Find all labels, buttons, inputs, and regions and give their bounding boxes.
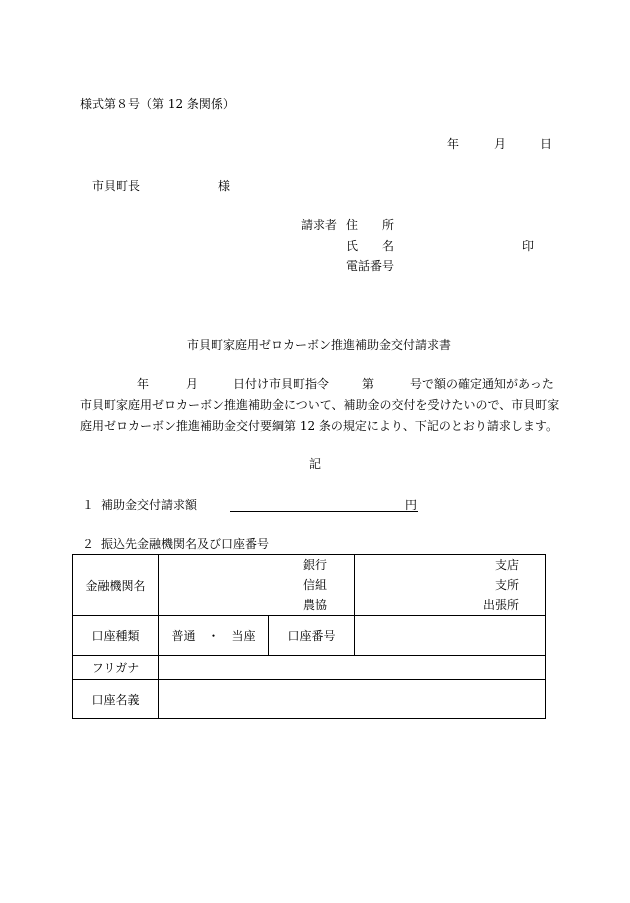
branch-type-shisho: 支所 xyxy=(495,578,520,592)
bank-account-table xyxy=(72,554,545,717)
requester-role: 請求者 xyxy=(301,218,338,232)
date-day-label: 日 xyxy=(540,137,553,151)
account-number-label: 口座番号 xyxy=(269,616,355,656)
body-dai: 第 xyxy=(362,377,375,391)
form-number: 様式第８号（第 12 条関係） xyxy=(80,97,235,111)
amount-unit: 円 xyxy=(405,498,418,512)
bank-type-bank: 銀行 xyxy=(303,558,328,572)
branch-type-shuchojo: 出張所 xyxy=(483,598,520,612)
body-year: 年 xyxy=(137,377,150,391)
date-year-label: 年 xyxy=(447,137,460,151)
holder-field[interactable] xyxy=(159,680,546,719)
account-type-row xyxy=(73,616,546,656)
institution-name-cell[interactable] xyxy=(159,555,355,616)
item2-number: ２ xyxy=(82,537,95,551)
body-dated: 日付け市貝町指令 xyxy=(233,377,330,391)
furigana-row xyxy=(73,656,546,680)
name-label: 氏 名 xyxy=(346,239,395,253)
phone-label: 電話番号 xyxy=(346,259,395,273)
branch-name-cell[interactable] xyxy=(355,555,546,616)
account-number-field[interactable] xyxy=(355,616,546,656)
item1-label: 補助金交付請求額 xyxy=(101,498,198,512)
holder-row xyxy=(73,680,546,719)
seal-label: 印 xyxy=(522,239,535,253)
item2-label: 振込先金融機関名及び口座番号 xyxy=(101,537,270,551)
item1-number: １ xyxy=(82,498,95,512)
body-line2: 市貝町家庭用ゼロカーボン推進補助金について、補助金の交付を受けたいので、市貝町家 xyxy=(80,398,560,412)
furigana-label: フリガナ xyxy=(73,656,159,680)
branch-type-shiten: 支店 xyxy=(495,558,520,572)
bank-type-nokyo: 農協 xyxy=(303,598,328,612)
address-label: 住 所 xyxy=(346,218,395,232)
institution-label: 金融機関名 xyxy=(73,555,159,616)
account-type-options[interactable]: 普通 ・ 当座 xyxy=(159,616,269,656)
account-type-label: 口座種類 xyxy=(73,616,159,656)
addressee-honorific: 様 xyxy=(218,179,231,193)
document-title: 市貝町家庭用ゼロカーボン推進補助金交付請求書 xyxy=(187,338,452,352)
holder-label: 口座名義 xyxy=(73,680,159,719)
bank-type-shinkumi: 信組 xyxy=(303,578,328,592)
body-month: 月 xyxy=(186,377,199,391)
institution-row xyxy=(73,555,546,616)
date-month-label: 月 xyxy=(494,137,507,151)
addressee-name: 市貝町長 xyxy=(92,179,141,193)
amount-underline xyxy=(230,511,418,512)
ki-heading: 記 xyxy=(309,457,322,471)
body-line1-rest: 号で額の確定通知があった xyxy=(410,377,554,391)
furigana-field[interactable] xyxy=(159,656,546,680)
body-line3: 庭用ゼロカーボン推進補助金交付要綱第 12 条の規定により、下記のとおり請求します。 xyxy=(80,419,558,433)
